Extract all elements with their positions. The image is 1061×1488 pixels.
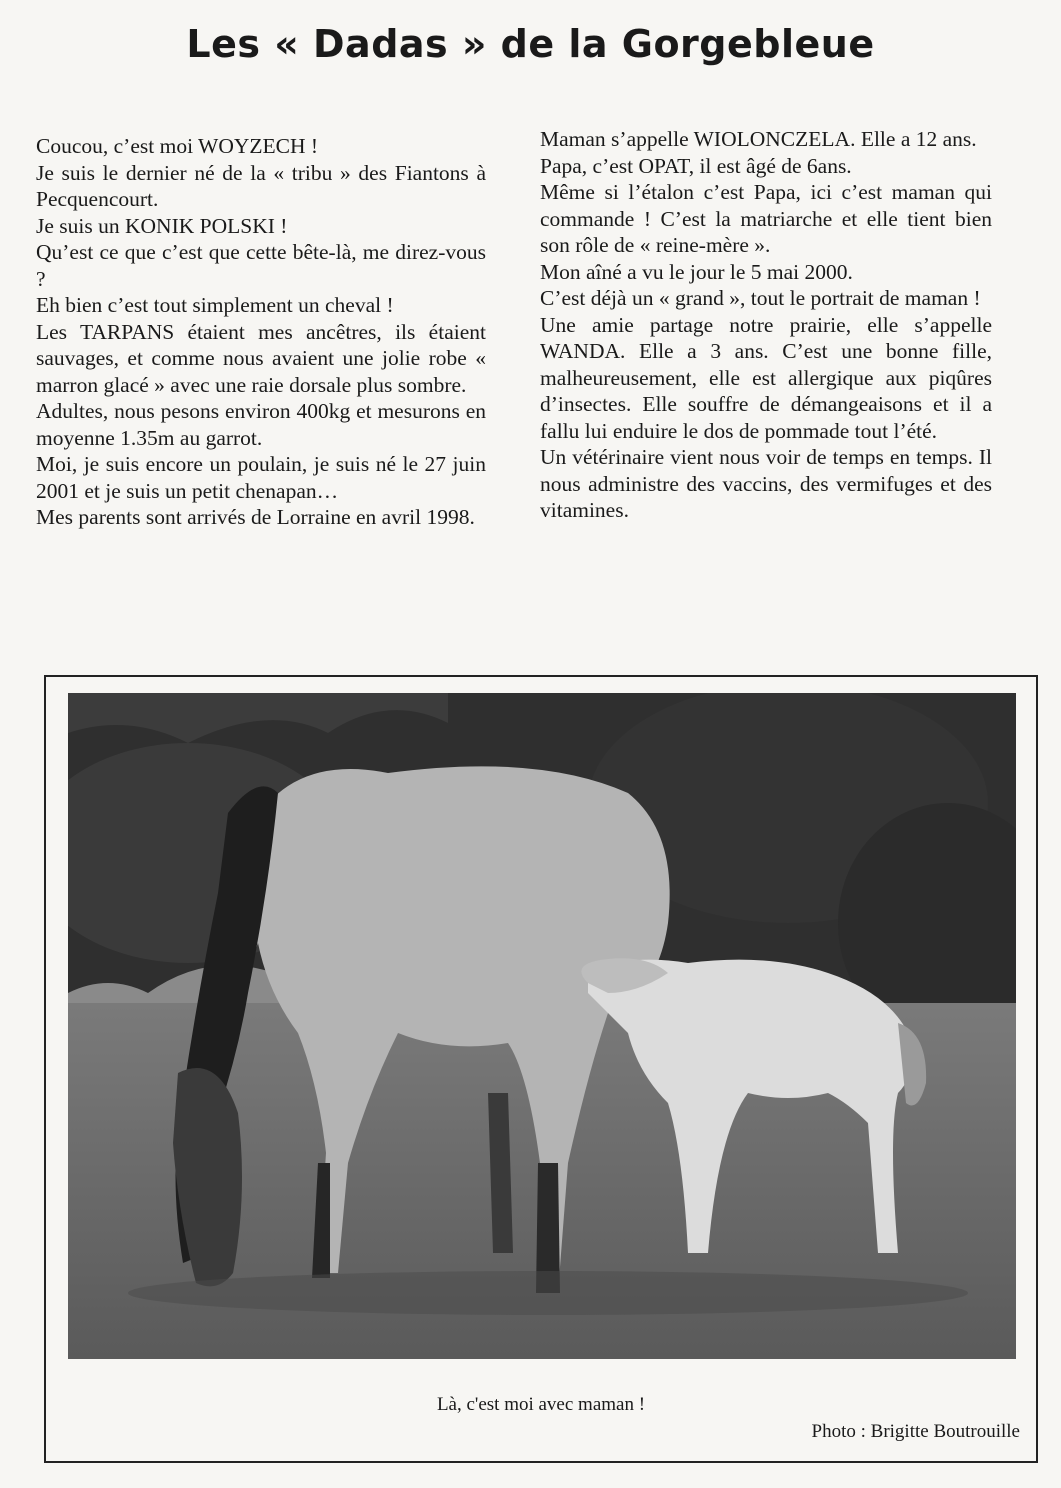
paragraph: Moi, je suis encore un poulain, je suis né le 27 juin 2001 et je suis un petit chenapan… xyxy=(36,452,486,503)
paragraph: Je suis un KONIK POLSKI ! xyxy=(36,213,288,238)
paragraph: Une amie partage notre prairie, elle s’appelle WANDA. Elle a 3 ans. C’est une bonne fille, malheureusement, elle est allergique aux piqûres d’insectes. Elle souffre de démangeaisons et il a fallu lui enduire le dos de pommade tout l’été. xyxy=(540,312,992,443)
paragraph: Mon aîné a vu le jour le 5 mai 2000. xyxy=(540,259,853,284)
paragraph: Adultes, nous pesons environ 400kg et mesurons en moyenne 1.35m au garrot. xyxy=(36,399,486,450)
paragraph: Qu’est ce que c’est que cette bête-là, me direz-vous ? xyxy=(36,240,486,291)
photo-illustration xyxy=(68,693,1016,1359)
paragraph: Je suis le dernier né de la « tribu » des Fiantons à Pecquencourt. xyxy=(36,160,486,211)
paragraph: Maman s’appelle WIOLONCZELA. Elle a 12 ans. xyxy=(540,127,977,151)
right-text-column xyxy=(540,126,992,524)
page-title: Les « Dadas » de la Gorgebleue xyxy=(186,22,875,66)
photo-frame xyxy=(44,675,1038,1463)
paragraph: Coucou, c’est moi WOYZECH ! xyxy=(36,134,319,158)
paragraph: Les TARPANS étaient mes ancêtres, ils étaient sauvages, et comme nous avaient une jolie robe « marron glacé » avec une raie dorsale plus sombre. xyxy=(36,319,486,397)
paragraph: C’est déjà un « grand », tout le portrait de maman ! xyxy=(540,286,981,310)
photo-credit: Photo : Brigitte Boutrouille xyxy=(811,1421,1020,1442)
left-text-column xyxy=(36,133,486,531)
mare-and-foal-photo xyxy=(68,693,1016,1359)
paragraph: Eh bien c’est tout simplement un cheval ! xyxy=(36,293,394,317)
paragraph: Un vétérinaire vient nous voir de temps en temps. Il nous administre des vaccins, des vermifuges et des vitamines. xyxy=(540,445,992,522)
paragraph: Mes parents sont arrivés de Lorraine en avril 1998. xyxy=(36,505,475,529)
paragraph: Papa, c’est OPAT, il est âgé de 6ans. xyxy=(540,153,852,178)
photo-caption: Là, c'est moi avec maman ! xyxy=(436,1394,646,1415)
paragraph: Même si l’étalon c’est Papa, ici c’est maman qui commande ! C’est la matriarche et elle tient bien son rôle de « reine-mère ». xyxy=(540,180,992,257)
